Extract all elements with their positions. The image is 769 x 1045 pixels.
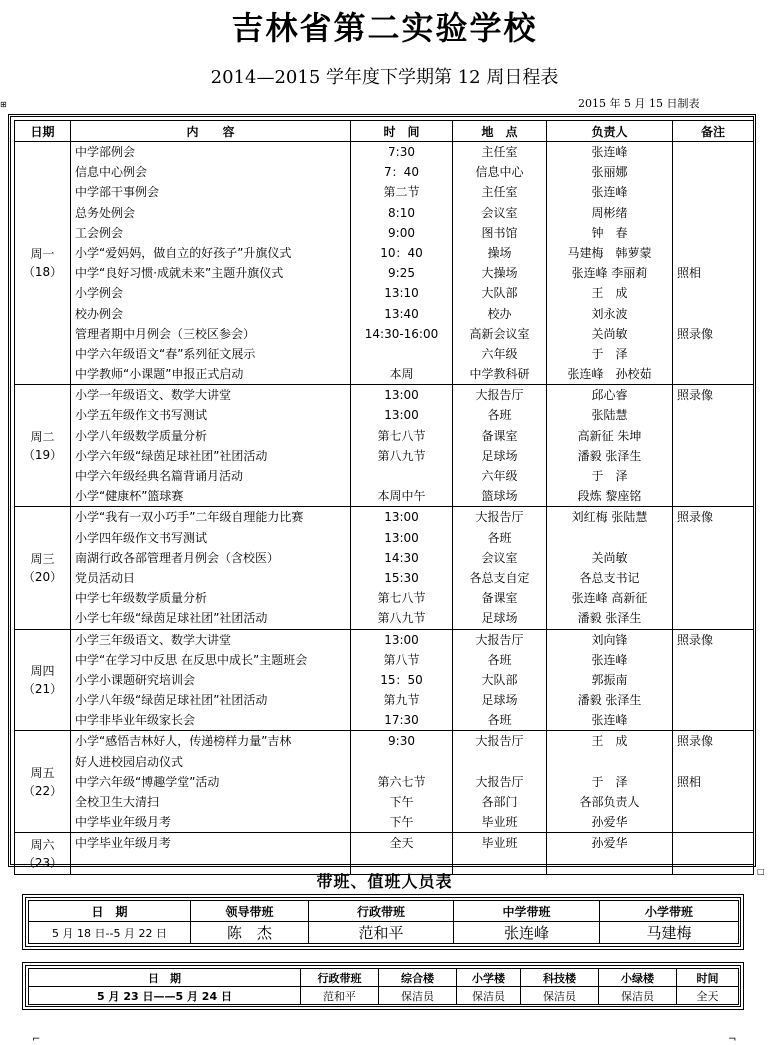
day-label: 周一 [30, 247, 55, 262]
week-number: （21） [22, 681, 63, 696]
event-note [673, 833, 753, 853]
event-content-column [71, 731, 351, 833]
leader-duty-primary-header: 小学带班 [600, 901, 739, 922]
event-person: 钟 春 [591, 225, 628, 240]
weekend-duty-date: 5 月 23 日——5 月 24 日 [29, 987, 301, 1005]
weekend-duty-green-header: 小绿楼 [599, 969, 677, 987]
event-place [453, 752, 546, 772]
day-block-row [15, 507, 754, 629]
event-content: 工会例会 [75, 225, 124, 240]
event-time [351, 752, 452, 772]
event-time: 13:00 [384, 510, 419, 525]
event-note: 照录像 [677, 326, 714, 341]
weekend-duty-primary: 保洁员 [457, 987, 521, 1005]
event-content-column [71, 833, 351, 874]
day-block-row [15, 142, 754, 385]
event-note [673, 405, 753, 425]
event-place [453, 854, 546, 874]
event-content: 中学“良好习惯·成就未来”主题升旗仪式 [75, 266, 284, 281]
event-place: 操场 [487, 245, 512, 260]
weekend-duty-green: 保洁员 [599, 987, 677, 1005]
event-place: 大队部 [481, 286, 518, 301]
event-note: 照录像 [677, 632, 714, 647]
event-note [673, 854, 753, 874]
event-time: 9:25 [388, 266, 415, 281]
schedule-subtitle: 2014—2015 学年度下学期第 12 周日程表 [210, 67, 559, 88]
event-note-column [673, 731, 754, 833]
event-note [673, 182, 753, 202]
event-note [673, 588, 753, 608]
event-place: 各班 [487, 530, 512, 545]
event-content: 总务处例会 [75, 205, 136, 220]
event-content: 小学一年级语文、数学大讲堂 [75, 388, 232, 403]
event-person: 张连峰 [591, 145, 628, 159]
event-person: 于 泽 [591, 346, 628, 361]
weekend-duty-primary-header: 小学楼 [457, 969, 521, 987]
leader-duty-header-row [29, 901, 739, 922]
event-person [547, 752, 672, 772]
event-person: 潘毅 张泽生 [577, 611, 642, 626]
event-place: 大队部 [481, 672, 518, 687]
schedule-header-row [15, 121, 754, 142]
event-person: 张连峰 高新征 [571, 591, 648, 606]
day-label: 周五 [30, 765, 55, 780]
event-note [673, 690, 753, 710]
event-note-column [673, 833, 754, 874]
event-note-column [673, 507, 754, 629]
event-place-column [453, 731, 547, 833]
event-place: 大报告厅 [475, 510, 524, 525]
event-content: 小学八年级“绿茵足球社团”社团活动 [75, 693, 268, 708]
event-person-column [547, 833, 673, 874]
event-place: 图书馆 [481, 225, 518, 240]
page-margin-mark-right: ¬ [728, 1034, 737, 1045]
event-note [673, 812, 753, 832]
event-time: 本周中午 [377, 489, 426, 504]
event-content: 小学“感悟吉林好人，传递榜样力量”吉林 [75, 734, 292, 749]
event-place: 大报告厅 [475, 734, 524, 749]
event-content: 小学“健康杯”篮球赛 [75, 489, 184, 504]
event-note [673, 528, 753, 548]
event-person: 郭振南 [591, 672, 628, 687]
event-person: 关尚敏 [591, 550, 628, 565]
event-content-column [71, 629, 351, 731]
page-margin-mark-left: ⌐ [32, 1034, 41, 1045]
event-person: 张丽娜 [591, 165, 628, 180]
event-note-column [673, 629, 754, 731]
event-time: 第八节 [383, 652, 420, 667]
day-label: 周二 [30, 429, 55, 444]
event-note: 照录像 [677, 510, 714, 525]
event-content-column [71, 142, 351, 385]
day-block-row [15, 629, 754, 731]
weekend-duty-header-row [29, 969, 739, 987]
event-note [673, 608, 753, 628]
event-person: 孙爱华 [591, 815, 628, 830]
col-time-header: 时 间 [351, 121, 453, 142]
leader-duty-date: 5 月 18 日--5 月 22 日 [29, 922, 191, 944]
event-note [673, 344, 753, 364]
event-place: 足球场 [481, 448, 518, 463]
event-content: 校办例会 [75, 306, 124, 321]
event-note [673, 364, 753, 384]
event-time: 13:00 [384, 388, 419, 403]
event-time-column [351, 629, 453, 731]
col-person-header: 负责人 [547, 121, 673, 142]
event-content: 小学四年级作文书写测试 [75, 530, 208, 545]
event-content: 小学“爱妈妈，做自立的好孩子”升旗仪式 [75, 245, 292, 260]
event-note: 照相 [677, 774, 702, 789]
event-place: 信息中心 [475, 165, 524, 180]
event-note [673, 548, 753, 568]
event-place-column [453, 629, 547, 731]
event-content: 中学六年级经典名篇背诵月活动 [75, 469, 244, 483]
event-person [547, 528, 672, 548]
event-content: 中学毕业年级月考 [75, 815, 172, 830]
event-place: 足球场 [481, 611, 518, 626]
event-person: 潘毅 张泽生 [577, 693, 642, 708]
weekend-duty-value-row [29, 987, 739, 1005]
weekend-duty-time-header: 时间 [677, 969, 739, 987]
event-person-column [547, 507, 673, 629]
event-place: 毕业班 [481, 836, 518, 851]
event-content: 中学教师“小课题”申报正式启动 [75, 367, 244, 382]
event-place-column [453, 507, 547, 629]
leader-duty-primary: 马建梅 [600, 922, 739, 944]
event-time: 第七八节 [377, 428, 426, 443]
event-place: 各班 [487, 713, 512, 728]
day-cell [15, 385, 71, 507]
week-number: （19） [22, 447, 63, 462]
schedule-table [14, 120, 754, 875]
event-time: 14:30 [384, 550, 419, 565]
event-place: 备课室 [481, 428, 518, 443]
event-content: 中学六年级“博趣学堂”活动 [75, 774, 220, 789]
day-block-row [15, 731, 754, 833]
event-time-column [351, 385, 453, 507]
event-time: 7:30 [388, 145, 415, 159]
event-content: 中学七年级数学质量分析 [75, 591, 208, 606]
event-time: 本周 [389, 367, 414, 382]
day-cell [15, 833, 71, 874]
event-content: 南湖行政各部管理者月例会（含校医） [75, 550, 280, 565]
event-content-column [71, 385, 351, 507]
weekend-duty-complex: 保洁员 [379, 987, 457, 1005]
event-place: 大报告厅 [475, 632, 524, 647]
day-label: 周六 [30, 837, 55, 852]
col-place-header: 地 点 [453, 121, 547, 142]
event-person: 邱心睿 [591, 388, 628, 403]
leader-duty-admin-header: 行政带班 [309, 901, 454, 922]
event-time: 15：50 [380, 672, 423, 687]
event-note [673, 446, 753, 466]
event-content [71, 854, 350, 874]
event-note [673, 426, 753, 446]
table-anchor-icon: ⊞ [0, 100, 7, 109]
event-person-column [547, 385, 673, 507]
day-block-row [15, 385, 754, 507]
event-content: 小学小课题研究培训会 [75, 672, 196, 687]
event-person: 于 泽 [591, 469, 628, 483]
event-note [673, 466, 753, 486]
event-place: 备课室 [481, 591, 518, 606]
event-time: 13:00 [384, 408, 419, 423]
event-person: 马建梅 韩萝蒙 [567, 245, 652, 260]
made-date: 2015 年 5 月 15 日制表 [578, 97, 700, 110]
event-content: 中学部例会 [75, 145, 136, 159]
event-note [673, 486, 753, 506]
weekend-duty-admin-header: 行政带班 [301, 969, 379, 987]
event-person: 周彬绪 [591, 205, 628, 220]
event-place: 高新会议室 [469, 326, 530, 341]
event-time: 10：40 [380, 245, 423, 260]
event-content: 党员活动日 [75, 570, 136, 585]
event-time: 全天 [389, 836, 414, 851]
event-place: 会议室 [481, 550, 518, 565]
event-note [673, 162, 753, 182]
event-place-column [453, 833, 547, 874]
day-cell [15, 142, 71, 385]
event-person: 段炼 黎座铭 [577, 489, 642, 504]
event-note [673, 223, 753, 243]
event-place-column [453, 142, 547, 385]
event-note-column [673, 142, 754, 385]
col-date-header: 日期 [15, 121, 71, 142]
event-person: 刘永波 [591, 306, 628, 321]
table-resize-icon: □ [757, 867, 765, 876]
leader-duty-admin: 范和平 [309, 922, 454, 944]
event-content: 管理者期中月例会（三校区参会） [75, 326, 256, 341]
weekend-duty-tech: 保洁员 [521, 987, 599, 1005]
event-place: 毕业班 [481, 815, 518, 830]
event-person: 王 成 [591, 734, 628, 749]
day-cell [15, 629, 71, 731]
event-content: 小学七年级“绿茵足球社团”社团活动 [75, 611, 268, 626]
event-note [673, 203, 753, 223]
weekend-duty-time: 全天 [677, 987, 739, 1005]
duty-title: 带班、值班人员表 [316, 872, 453, 891]
event-place: 校办 [487, 306, 512, 321]
event-person: 张连峰 孙校茹 [567, 367, 652, 382]
event-note: 照录像 [677, 734, 714, 749]
event-note [673, 568, 753, 588]
event-place: 各部门 [481, 795, 518, 809]
event-person [547, 854, 672, 874]
event-place: 主任室 [481, 185, 518, 200]
leader-duty-leader: 陈 杰 [191, 922, 309, 944]
event-content: 中学部干事例会 [75, 185, 160, 200]
event-person: 王 成 [591, 286, 628, 301]
event-time: 8:10 [388, 205, 415, 220]
event-note [673, 243, 753, 263]
event-time: 9:30 [388, 734, 415, 749]
event-time-column [351, 142, 453, 385]
event-person: 刘向锋 [591, 632, 628, 647]
event-person: 张连峰 [591, 652, 628, 667]
event-content: 小学例会 [75, 286, 124, 301]
event-time: 第二节 [383, 185, 420, 200]
weekend-duty-tech-header: 科技楼 [521, 969, 599, 987]
event-time: 13:00 [384, 530, 419, 545]
leader-duty-value-row [29, 922, 739, 944]
week-number: （22） [22, 783, 63, 798]
event-place: 六年级 [481, 346, 518, 361]
event-person: 张连峰 [591, 185, 628, 200]
event-note-column [673, 385, 754, 507]
event-place: 会议室 [481, 205, 518, 220]
event-note [673, 792, 753, 812]
weekend-duty-date-header: 日 期 [29, 969, 301, 987]
event-note [673, 710, 753, 730]
event-note [673, 670, 753, 690]
event-place: 中学教科研 [469, 367, 530, 382]
weekend-duty-table [28, 968, 739, 1005]
day-cell [15, 507, 71, 629]
event-person: 孙爱华 [591, 836, 628, 851]
week-number: （23） [22, 855, 63, 870]
event-time: 9:00 [388, 225, 415, 240]
page-title: 吉林省第二实验学校 [231, 9, 538, 47]
event-note [673, 752, 753, 772]
event-content: 中学六年级语文“春”系列征文展示 [75, 346, 256, 361]
event-time-column [351, 731, 453, 833]
col-content-header: 内 容 [71, 121, 351, 142]
event-note [673, 304, 753, 324]
event-content: 小学三年级语文、数学大讲堂 [75, 632, 232, 647]
event-note [673, 142, 753, 162]
event-time [351, 344, 452, 364]
event-time: 第八九节 [377, 448, 426, 463]
event-content: 中学“在学习中反思 在反思中成长”主题班会 [75, 652, 308, 667]
event-person: 张连峰 李丽莉 [571, 266, 648, 281]
event-time: 第七八节 [377, 591, 426, 606]
event-place: 各班 [487, 652, 512, 667]
day-cell [15, 731, 71, 833]
event-content: 中学非毕业年级家长会 [75, 713, 196, 728]
event-content: 小学五年级作文书写测试 [75, 408, 208, 423]
event-place: 主任室 [481, 145, 518, 159]
event-time: 第八九节 [377, 611, 426, 626]
event-place: 篮球场 [481, 489, 518, 504]
event-place: 六年级 [481, 469, 518, 483]
week-number: （18） [22, 265, 63, 280]
event-person-column [547, 629, 673, 731]
event-person: 各部负责人 [579, 795, 640, 809]
event-place: 足球场 [481, 693, 518, 708]
event-person: 各总支书记 [579, 570, 640, 585]
event-time: 15:30 [384, 570, 419, 585]
event-person: 于 泽 [591, 774, 628, 789]
event-time: 13:00 [384, 632, 419, 647]
event-person-column [547, 142, 673, 385]
event-content: 信息中心例会 [75, 165, 148, 180]
col-note-header: 备注 [673, 121, 754, 142]
event-time: 第六七节 [377, 774, 426, 789]
event-content: 好人进校园启动仪式 [75, 754, 184, 769]
event-time: 13:40 [384, 306, 419, 321]
event-time: 下午 [389, 815, 414, 830]
event-time [351, 854, 452, 874]
weekend-duty-complex-header: 综合楼 [379, 969, 457, 987]
event-time: 17:30 [384, 713, 419, 728]
event-content: 全校卫生大清扫 [75, 795, 160, 809]
event-place: 大报告厅 [475, 774, 524, 789]
leader-duty-table [28, 900, 739, 944]
event-time: 7：40 [384, 165, 419, 180]
event-content: 小学六年级“绿茵足球社团”社团活动 [75, 448, 268, 463]
event-time [351, 466, 452, 486]
leader-duty-leader-header: 领导带班 [191, 901, 309, 922]
event-content: 小学“我有一双小巧手”二年级自理能力比赛 [75, 510, 304, 525]
event-person-column [547, 731, 673, 833]
weekend-duty-admin: 范和平 [301, 987, 379, 1005]
event-note: 照录像 [677, 388, 714, 403]
event-person: 潘毅 张泽生 [577, 448, 642, 463]
leader-duty-middle: 张连峰 [454, 922, 600, 944]
event-person: 张连峰 [591, 713, 628, 728]
event-time-column [351, 507, 453, 629]
event-place-column [453, 385, 547, 507]
event-content: 中学毕业年级月考 [75, 836, 172, 851]
event-time: 13:10 [384, 286, 419, 301]
leader-duty-middle-header: 中学带班 [454, 901, 600, 922]
event-person: 高新征 朱坤 [577, 428, 642, 443]
event-note: 照相 [677, 266, 702, 281]
event-person: 张陆慧 [591, 408, 628, 423]
event-person: 关尚敏 [591, 326, 628, 341]
leader-duty-date-header: 日 期 [29, 901, 191, 922]
event-note [673, 650, 753, 670]
event-time: 14:30-16:00 [364, 326, 439, 341]
week-number: （20） [22, 569, 63, 584]
event-time: 第九节 [383, 693, 420, 708]
day-block-row [15, 833, 754, 874]
day-label: 周三 [30, 551, 55, 566]
event-place: 大报告厅 [475, 388, 524, 403]
event-note [673, 283, 753, 303]
event-time: 下午 [389, 795, 414, 809]
event-person: 刘红梅 张陆慧 [571, 510, 648, 525]
event-place: 大操场 [481, 266, 518, 281]
event-time-column [351, 833, 453, 874]
event-content-column [71, 507, 351, 629]
event-place: 各班 [487, 408, 512, 423]
event-content: 小学八年级数学质量分析 [75, 428, 208, 443]
event-place: 各总支自定 [469, 570, 530, 585]
day-label: 周四 [30, 663, 55, 678]
